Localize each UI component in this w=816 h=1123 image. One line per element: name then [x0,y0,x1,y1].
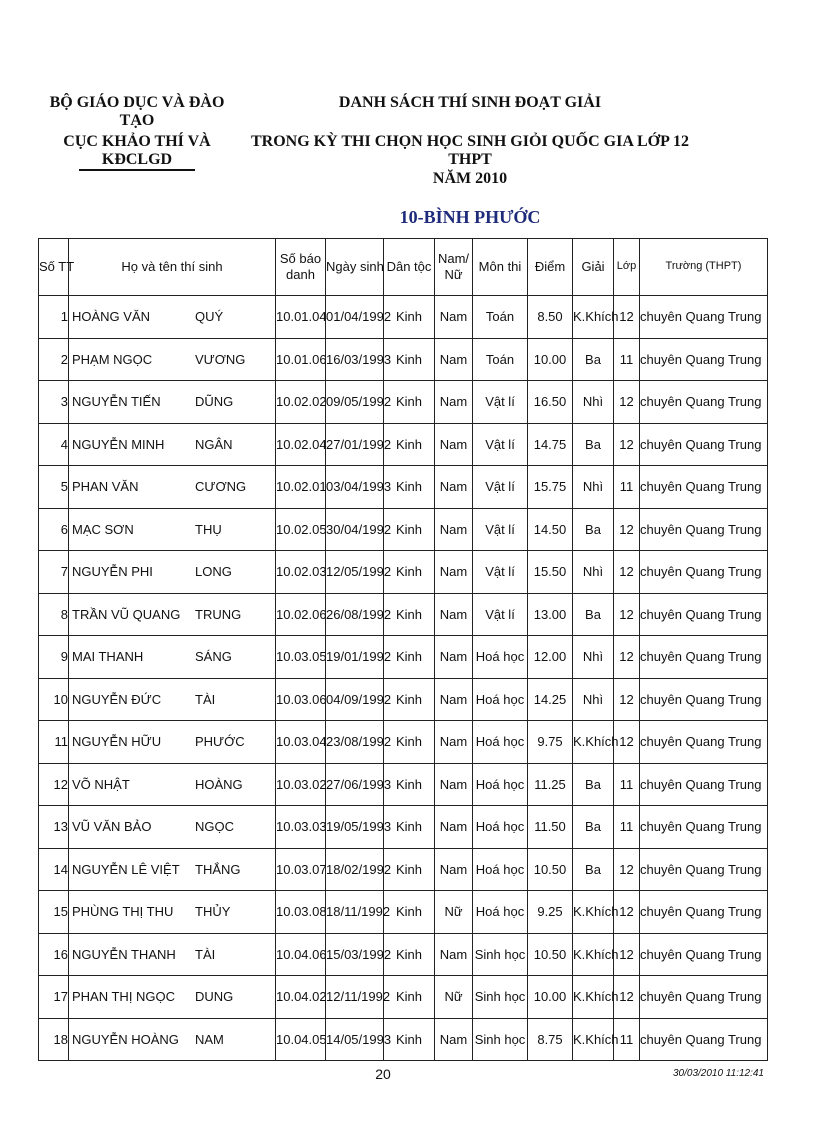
score: 10.50 [528,848,573,891]
table-row [39,423,768,466]
birth-date: 23/08/1992 [326,721,384,764]
subject: Vật lí [473,593,528,636]
score: 10.00 [528,976,573,1019]
grade: 11 [614,466,640,509]
birth-date: 18/02/1992 [326,848,384,891]
table-row [39,721,768,764]
grade: 12 [614,296,640,339]
school-name: chuyên Quang Trung [640,848,768,891]
full-name-cell [69,976,276,1019]
prize: Nhì [573,381,614,424]
prize: K.Khích [573,891,614,934]
given-name: NGỌC [195,819,234,834]
grade: 12 [614,381,640,424]
grade: 12 [614,636,640,679]
birth-date: 15/03/1992 [326,933,384,976]
gender: Nam [435,678,473,721]
ethnicity: Kinh [384,466,435,509]
full-name-cell [69,721,276,764]
school-name: chuyên Quang Trung [640,806,768,849]
subject: Toán [473,338,528,381]
family-middle-name: NGUYỄN LÊ VIỆT [72,861,180,877]
candidate-number: 10.01.04 [276,296,326,339]
subject: Sinh học [473,1018,528,1061]
org-name: BỘ GIÁO DỤC VÀ ĐÀO TẠO [49,94,225,129]
candidate-number: 10.04.06 [276,933,326,976]
ethnicity: Kinh [384,423,435,466]
score: 14.50 [528,508,573,551]
given-name: DUNG [195,989,234,1004]
prize: Ba [573,593,614,636]
school-name: chuyên Quang Trung [640,763,768,806]
gender: Nữ [435,976,473,1019]
candidate-number: 10.03.03 [276,806,326,849]
prize: Nhì [573,636,614,679]
table-row [39,891,768,934]
family-middle-name: PHAN VĂN [72,479,139,494]
grade: 12 [614,721,640,764]
school-name: chuyên Quang Trung [640,508,768,551]
birth-date: 03/04/1993 [326,466,384,509]
full-name-cell [69,806,276,849]
gender: Nam [435,423,473,466]
full-name-cell [69,678,276,721]
candidate-number: 10.02.01 [276,466,326,509]
subject: Hoá học [473,636,528,679]
family-middle-name: NGUYỄN ĐỨC [72,691,162,707]
row-number: 15 [39,891,69,934]
full-name-cell [69,423,276,466]
family-middle-name: HOÀNG VĂN [72,309,151,324]
document-year: NĂM 2010 [432,170,508,187]
school-name: chuyên Quang Trung [640,296,768,339]
given-name: TÀI [195,946,216,962]
candidate-number: 10.03.02 [276,763,326,806]
score: 8.75 [528,1018,573,1061]
given-name: LONG [195,564,232,579]
birth-date: 16/03/1993 [326,338,384,381]
table-row [39,338,768,381]
candidate-number: 10.03.07 [276,848,326,891]
school-name: chuyên Quang Trung [640,891,768,934]
birth-date: 30/04/1992 [326,508,384,551]
school-name: chuyên Quang Trung [640,338,768,381]
given-name: THẮNG [195,861,241,877]
table-row [39,593,768,636]
prize: Ba [573,763,614,806]
score: 10.00 [528,338,573,381]
row-number: 13 [39,806,69,849]
subject: Vật lí [473,466,528,509]
row-number: 16 [39,933,69,976]
score: 13.00 [528,593,573,636]
candidate-number: 10.03.06 [276,678,326,721]
prize: K.Khích [573,1018,614,1061]
table-row [39,381,768,424]
birth-date: 26/08/1992 [326,593,384,636]
subject: Hoá học [473,721,528,764]
ethnicity: Kinh [384,763,435,806]
full-name-cell [69,636,276,679]
family-middle-name: VÕ NHẬT [72,776,130,792]
given-name: PHƯỚC [195,734,245,749]
prize: K.Khích [573,976,614,1019]
table-row [39,636,768,679]
col-header-prize: Giải [573,239,614,296]
col-header-ethnicity: Dân tộc [384,239,435,296]
birth-date: 14/05/1993 [326,1018,384,1061]
grade: 12 [614,891,640,934]
school-name: chuyên Quang Trung [640,678,768,721]
full-name-cell [69,551,276,594]
col-header-school: Trường (THPT) [640,239,768,296]
score: 14.25 [528,678,573,721]
table-header-row [39,239,768,296]
row-number: 4 [39,423,69,466]
given-name: HOÀNG [195,776,243,792]
gender: Nam [435,338,473,381]
grade: 12 [614,848,640,891]
ethnicity: Kinh [384,678,435,721]
subject: Sinh học [473,933,528,976]
candidate-number: 10.02.06 [276,593,326,636]
candidate-number: 10.03.04 [276,721,326,764]
birth-date: 27/01/1992 [326,423,384,466]
full-name-cell [69,1018,276,1061]
document-title: DANH SÁCH THÍ SINH ĐOẠT GIẢI [338,94,602,111]
full-name-cell [69,933,276,976]
grade: 12 [614,508,640,551]
family-middle-name: NGUYỄN HỮU [72,734,162,749]
table-row [39,848,768,891]
birth-date: 01/04/1992 [326,296,384,339]
school-name: chuyên Quang Trung [640,593,768,636]
gender: Nam [435,466,473,509]
full-name-cell [69,466,276,509]
candidate-number: 10.02.05 [276,508,326,551]
gender: Nam [435,933,473,976]
given-name: CƯƠNG [195,479,247,494]
gender: Nam [435,1018,473,1061]
row-number: 3 [39,381,69,424]
gender: Nam [435,381,473,424]
ethnicity: Kinh [384,933,435,976]
row-number: 9 [39,636,69,679]
school-name: chuyên Quang Trung [640,933,768,976]
table-row [39,296,768,339]
ethnicity: Kinh [384,1018,435,1061]
col-header-fullname: Họ và tên thí sinh [69,239,276,296]
full-name-cell [69,593,276,636]
table-row [39,508,768,551]
subject: Sinh học [473,976,528,1019]
col-header-score: Điểm [528,239,573,296]
score: 16.50 [528,381,573,424]
row-number: 11 [39,721,69,764]
print-timestamp: 30/03/2010 11:12:41 [672,1068,764,1079]
row-number: 12 [39,763,69,806]
candidate-number: 10.02.04 [276,423,326,466]
row-number: 10 [39,678,69,721]
row-number: 2 [39,338,69,381]
prize: Nhì [573,551,614,594]
family-middle-name: VŨ VĂN BẢO [72,819,152,834]
birth-date: 12/05/1992 [326,551,384,594]
school-name: chuyên Quang Trung [640,1018,768,1061]
prize: Nhì [573,678,614,721]
given-name: DŨNG [195,394,234,409]
province-heading: 10-BÌNH PHƯỚC [399,207,541,227]
row-number: 7 [39,551,69,594]
school-name: chuyên Quang Trung [640,551,768,594]
full-name-cell [69,763,276,806]
prize: Ba [573,423,614,466]
given-name: TRUNG [195,606,242,622]
score: 8.50 [528,296,573,339]
full-name-cell [69,848,276,891]
table-row [39,466,768,509]
given-name: NGÂN [195,436,233,452]
results-table [38,238,768,1061]
gender: Nam [435,721,473,764]
ethnicity: Kinh [384,976,435,1019]
row-number: 14 [39,848,69,891]
gender: Nam [435,551,473,594]
full-name-cell [69,296,276,339]
candidate-number: 10.04.05 [276,1018,326,1061]
gender: Nam [435,593,473,636]
score: 9.75 [528,721,573,764]
score: 15.50 [528,551,573,594]
school-name: chuyên Quang Trung [640,423,768,466]
score: 10.50 [528,933,573,976]
candidate-number: 10.04.02 [276,976,326,1019]
row-number: 5 [39,466,69,509]
family-middle-name: PHẠM NGỌC [72,351,153,367]
family-middle-name: MAI THANH [72,649,144,664]
birth-date: 04/09/1992 [326,678,384,721]
subject: Vật lí [473,423,528,466]
prize: Ba [573,508,614,551]
ethnicity: Kinh [384,296,435,339]
full-name-cell [69,891,276,934]
school-name: chuyên Quang Trung [640,466,768,509]
table-row [39,933,768,976]
ethnicity: Kinh [384,891,435,934]
ethnicity: Kinh [384,721,435,764]
given-name: TÀI [195,691,216,707]
ethnicity: Kinh [384,508,435,551]
gender: Nam [435,508,473,551]
given-name: VƯƠNG [195,351,246,367]
given-name: THỦY [195,904,231,919]
family-middle-name: PHÙNG THỊ THU [72,904,174,919]
candidate-number: 10.03.08 [276,891,326,934]
gender: Nam [435,636,473,679]
given-name: SÁNG [195,649,232,664]
header-divider [79,169,195,171]
grade: 11 [614,763,640,806]
full-name-cell [69,508,276,551]
col-header-grade: Lớp [614,239,640,296]
col-header-gender: Nam/ Nữ [435,239,473,296]
table-row [39,763,768,806]
ethnicity: Kinh [384,338,435,381]
candidate-number: 10.01.06 [276,338,326,381]
grade: 12 [614,976,640,1019]
table-row [39,976,768,1019]
table-row [39,1018,768,1061]
row-number: 8 [39,593,69,636]
prize: Ba [573,338,614,381]
subject: Hoá học [473,806,528,849]
birth-date: 09/05/1992 [326,381,384,424]
given-name: QUÝ [195,309,224,324]
ethnicity: Kinh [384,593,435,636]
col-header-sbd: Số báo danh [276,239,326,296]
prize: Nhì [573,466,614,509]
birth-date: 19/05/1993 [326,806,384,849]
subject: Hoá học [473,891,528,934]
score: 12.00 [528,636,573,679]
grade: 11 [614,806,640,849]
table-row [39,678,768,721]
family-middle-name: NGUYỄN THANH [72,946,176,962]
department-name: CỤC KHẢO THÍ VÀ KĐCLGD [63,133,211,168]
full-name-cell [69,338,276,381]
ethnicity: Kinh [384,551,435,594]
score: 11.25 [528,763,573,806]
subject: Vật lí [473,381,528,424]
school-name: chuyên Quang Trung [640,381,768,424]
grade: 11 [614,1018,640,1061]
grade: 12 [614,933,640,976]
row-number: 1 [39,296,69,339]
birth-date: 19/01/1992 [326,636,384,679]
grade: 12 [614,678,640,721]
family-middle-name: NGUYỄN PHI [72,564,153,579]
ethnicity: Kinh [384,806,435,849]
candidate-number: 10.02.03 [276,551,326,594]
ethnicity: Kinh [384,848,435,891]
birth-date: 27/06/1993 [326,763,384,806]
candidate-number: 10.03.05 [276,636,326,679]
candidate-number: 10.02.02 [276,381,326,424]
ethnicity: Kinh [384,636,435,679]
family-middle-name: MẠC SƠN [72,521,134,537]
score: 15.75 [528,466,573,509]
grade: 12 [614,423,640,466]
subject: Toán [473,296,528,339]
gender: Nam [435,806,473,849]
family-middle-name: PHAN THỊ NGỌC [72,989,176,1004]
subject: Hoá học [473,848,528,891]
row-number: 18 [39,1018,69,1061]
subject: Vật lí [473,508,528,551]
ethnicity: Kinh [384,381,435,424]
birth-date: 18/11/1992 [326,891,384,934]
page-number: 20 [375,1066,391,1082]
school-name: chuyên Quang Trung [640,721,768,764]
family-middle-name: NGUYỄN MINH [72,436,165,452]
gender: Nữ [435,891,473,934]
score: 11.50 [528,806,573,849]
col-header-stt: Số TT [39,239,69,296]
birth-date: 12/11/1992 [326,976,384,1019]
row-number: 17 [39,976,69,1019]
table-row [39,551,768,594]
subject: Hoá học [473,763,528,806]
prize: Ba [573,848,614,891]
score: 9.25 [528,891,573,934]
col-header-subject: Môn thi [473,239,528,296]
prize: K.Khích [573,933,614,976]
gender: Nam [435,848,473,891]
given-name: NAM [195,1031,224,1047]
prize: K.Khích [573,721,614,764]
row-number: 6 [39,508,69,551]
gender: Nam [435,763,473,806]
grade: 11 [614,338,640,381]
full-name-cell [69,381,276,424]
table-row [39,806,768,849]
given-name: THỤ [195,521,222,537]
school-name: chuyên Quang Trung [640,636,768,679]
family-middle-name: NGUYỄN TIẾN [72,394,161,409]
gender: Nam [435,296,473,339]
school-name: chuyên Quang Trung [640,976,768,1019]
prize: Ba [573,806,614,849]
subject: Hoá học [473,678,528,721]
score: 14.75 [528,423,573,466]
col-header-dob: Ngày sinh [326,239,384,296]
document-subtitle: TRONG KỲ THI CHỌN HỌC SINH GIỎI QUỐC GIA LỚP 12 THPT [251,133,689,168]
family-middle-name: NGUYỄN HOÀNG [72,1031,179,1047]
grade: 12 [614,551,640,594]
family-middle-name: TRẦN VŨ QUANG [72,606,181,622]
prize: K.Khích [573,296,614,339]
grade: 12 [614,593,640,636]
subject: Vật lí [473,551,528,594]
